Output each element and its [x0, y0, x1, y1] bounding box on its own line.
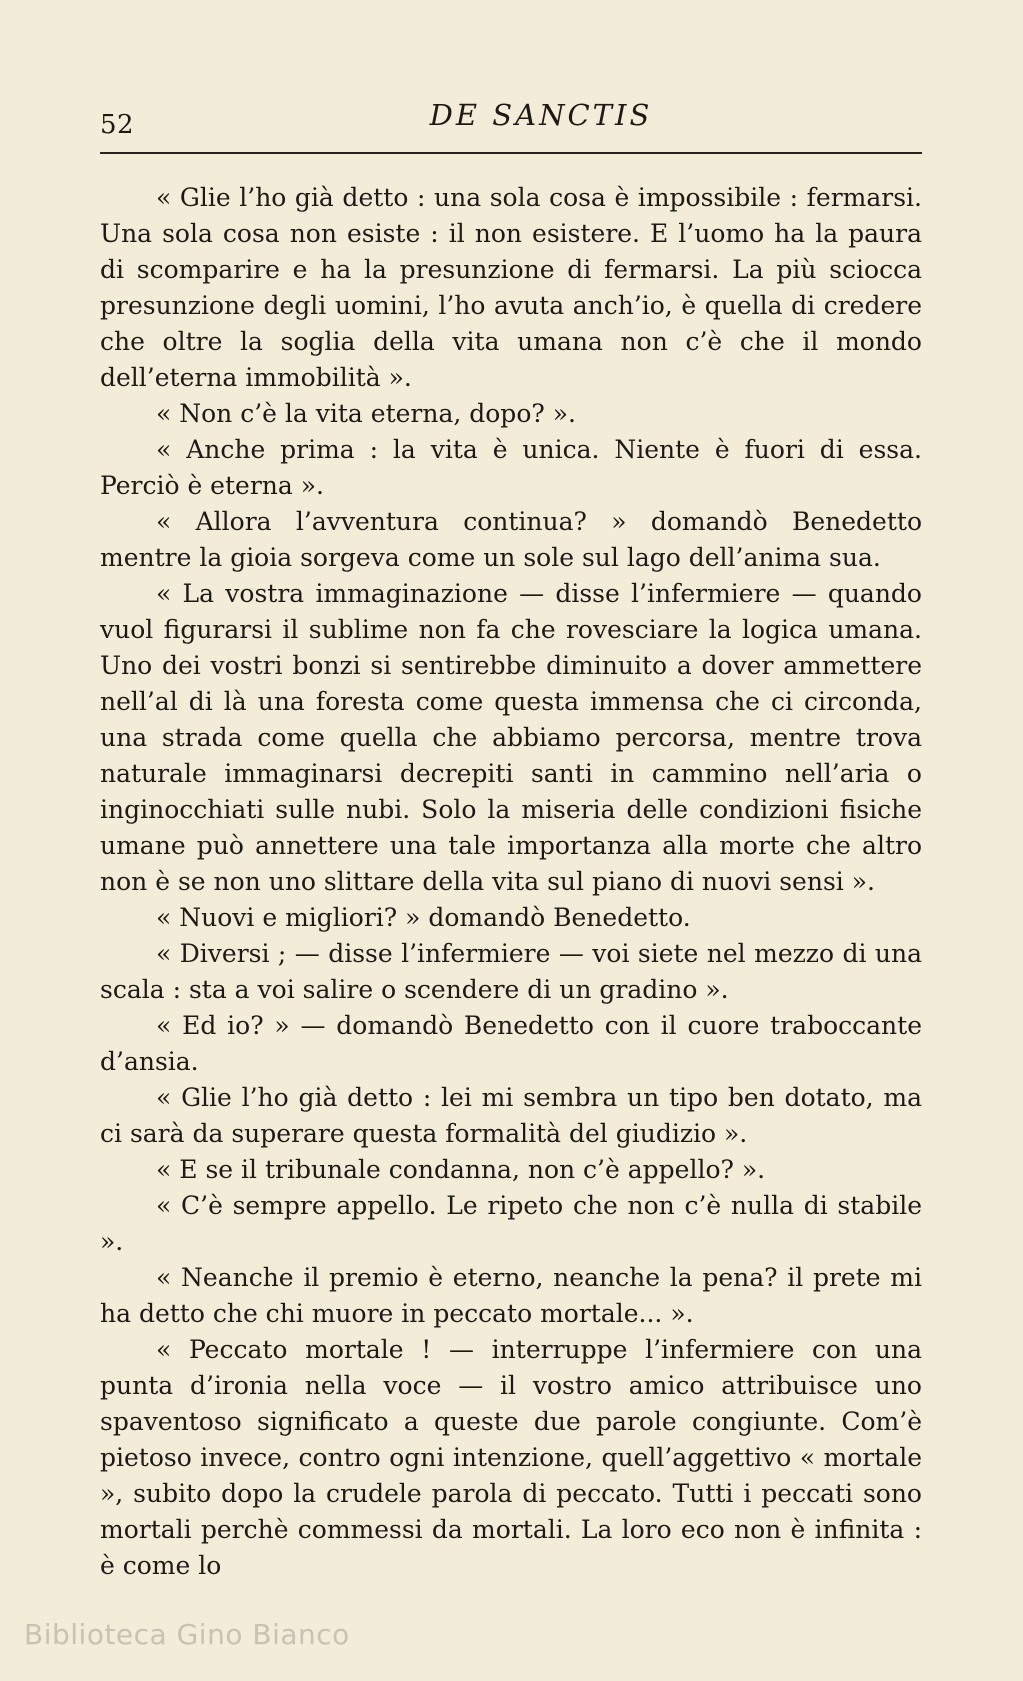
- running-head: DE SANCTIS: [429, 98, 653, 132]
- paragraph: « C’è sempre appello. Le ripeto che non c’è nulla di stabile ».: [100, 1191, 922, 1256]
- paragraph: « Glie l’ho già detto : lei mi sembra un tipo ben dotato, ma ci sarà da superare questa formalità del giudizio ».: [100, 1083, 922, 1148]
- paragraph: « Non c’è la vita eterna, dopo? ».: [156, 399, 576, 428]
- paragraph: « La vostra immaginazione — disse l’infermiere — quando vuol figurarsi il sublime non fa che rovesciare la logica umana. Uno dei vostri bonzi si sentirebbe diminuito a dover ammettere nell’al di là una foresta come questa immensa che ci circonda, una strada come quella che abbiamo percorsa, mentre trova naturale immaginarsi decrepiti santi in cammino nell’aria o inginocchiati sulle nubi. Solo la miseria delle condizioni fisiche umane può annettere una tale importanza alla morte che altro non è se non uno slittare della vita sul piano di nuovi sensi ».: [100, 579, 922, 896]
- paragraph: « Anche prima : la vita è unica. Niente è fuori di essa. Perciò è eterna ».: [100, 435, 922, 500]
- library-watermark: Biblioteca Gino Bianco: [24, 1618, 350, 1651]
- paragraph: « Allora l’avventura continua? » domandò Benedetto mentre la gioia sorgeva come un sole sul lago dell’anima sua.: [100, 507, 922, 572]
- paragraph: « Ed io? » — domandò Benedetto con il cuore traboccante d’ansia.: [100, 1011, 922, 1076]
- paragraph: « Neanche il premio è eterno, neanche la pena? il prete mi ha detto che chi muore in peccato mortale... ».: [100, 1263, 922, 1328]
- body-text: [100, 180, 922, 1584]
- page-header: [100, 92, 922, 152]
- paragraph: « Nuovi e migliori? » domandò Benedetto.: [156, 903, 691, 932]
- paragraph: « E se il tribunale condanna, non c’è appello? ».: [156, 1155, 766, 1184]
- paragraph: « Diversi ; — disse l’infermiere — voi siete nel mezzo di una scala : sta a voi salire o scendere di un gradino ».: [100, 939, 922, 1004]
- paragraph: « Peccato mortale ! — interruppe l’infermiere con una punta d’ironia nella voce — il vostro amico attribuisce uno spaventoso significato a queste due parole congiunte. Com’è pietoso invece, contro ogni intenzione, quell’aggettivo « mortale », subito dopo la crudele parola di peccato. Tutti i peccati sono mortali perchè commessi da mortali. La loro eco non è infinita : è come lo: [100, 1335, 922, 1580]
- header-rule: [100, 152, 922, 154]
- paragraph: « Glie l’ho già detto : una sola cosa è impossibile : fermarsi. Una sola cosa non esiste : il non esistere. E l’uomo ha la paura di scomparire e ha la presunzione di fermarsi. La più sciocca presunzione degli uomini, l’ho avuta anch’io, è quella di credere che oltre la soglia della vita umana non c’è che il mondo dell’eterna immobilità ».: [100, 183, 922, 392]
- page-number: 52: [100, 110, 135, 140]
